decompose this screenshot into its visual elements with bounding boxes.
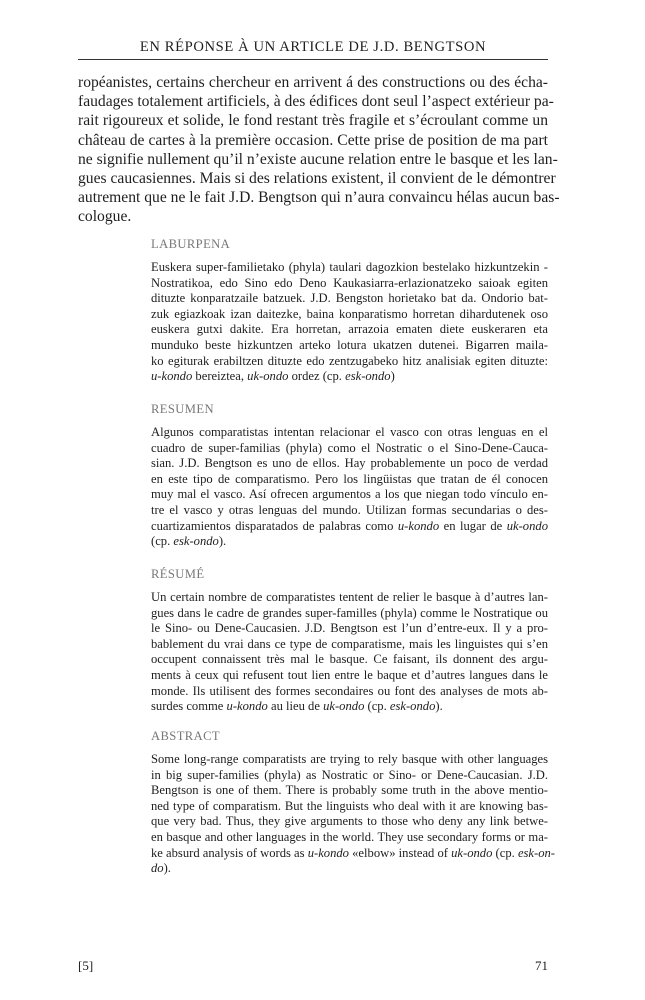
intro-line: rait rigoureux et solide, le fond restant très fragile et s’écroulant comme un [78, 112, 548, 130]
text-line: Nostratikoa, edo Sino edo Deno Kaukasiarra-erlazionatzeko saioak egiten [151, 275, 548, 290]
text-line: cuadro de super-familias (phyla) como el Nostratic o el Sino-Dene-Cauca- [151, 440, 548, 455]
section-heading: RESUMEN [151, 402, 214, 416]
text-run: ordez (cp. [288, 369, 346, 384]
section-body [151, 590, 548, 715]
intro-line: ne signifie nullement qu’il n’existe aucune relation entre le basque et les lan- [78, 150, 558, 168]
text-line [151, 534, 548, 550]
intro-paragraph [78, 73, 560, 227]
section-heading: RÉSUMÉ [151, 567, 205, 581]
text-line: ko egiturak erabiltzen dituzte edo zentzugabeko hitz analisiak egiten dituzte: [151, 353, 548, 368]
text-line: dituzte konparatzaile batzuek. J.D. Bengston horietako bat da. Ondorio bat- [151, 291, 548, 306]
text-line: le Sino- ou Dene-Caucasien. J.D. Bengtson est l’un d’entre-eux. Il y a pro- [151, 621, 548, 636]
text-line: ments à ceux qui refusent tout lien entre le baque et d’autres langues dans le [151, 667, 548, 682]
text-run: «elbow» instead of [348, 845, 452, 860]
text-run: en lugar de [439, 518, 507, 533]
text-line: Euskera super-familietako (phyla) taulari dagozkion bestelako hizkuntzekin - [151, 260, 548, 274]
intro-line: gues caucasiennes. Mais si des relations existent, il convient de le démontrer [78, 169, 556, 187]
section-body [151, 260, 548, 385]
text-line: que very bad. Thus, they give arguments to those who deny any link betwe- [151, 814, 548, 829]
text-run: ). [163, 861, 171, 876]
text-line: en este tipo de comparatismo. Pero los lingüistas que tratan de él conocen [151, 471, 548, 486]
text-line: ned type of comparatism. But the linguists who deal with it are knowing bas- [151, 798, 548, 813]
term: u-kondo [226, 699, 268, 714]
running-head: EN RÉPONSE À UN ARTICLE DE J.D. BENGTSON [139, 39, 487, 55]
text-line [151, 699, 548, 715]
term: esk-ondo [345, 369, 391, 384]
text-line: zuk egiazkoak izan daitezke, baina konparatismo horretan dihardutenek oso [151, 306, 548, 321]
text-run: surdes comme [151, 699, 227, 714]
text-run: ) [390, 369, 395, 384]
text-line: Bengtson is one of them. There is probably some truth in the above mentio- [151, 783, 548, 798]
text-run: ). [435, 699, 443, 714]
text-run: cuartizamientos disparatados de palabras como [151, 518, 398, 533]
term: u-kondo [151, 369, 193, 384]
text-line [151, 845, 555, 862]
text-line [151, 861, 548, 877]
text-line: munduko beste hizkuntzen arteko lotura ukatzen dutenei. Bigarren maila- [151, 337, 548, 352]
term: esk-on- [517, 845, 555, 860]
term: esk-ondo [389, 699, 436, 714]
intro-line: ropéanistes, certains chercheur en arrivent á des constructions ou des écha- [78, 74, 548, 91]
text-run: (cp. [492, 845, 518, 860]
text-line: sian. J.D. Bengtson es uno de ellos. Hay probablemente un poco de verdad [151, 456, 548, 471]
term: uk-ondo [451, 845, 493, 860]
section-body [151, 425, 548, 550]
section-heading: ABSTRACT [151, 729, 220, 743]
term: esk-ondo [173, 534, 219, 549]
text-run: ke absurd analysis of words as [151, 845, 308, 860]
text-line: monde. Ils utilisent des formes secondaires ou font des analyses de mots ab- [151, 683, 548, 698]
text-line: Un certain nombre de comparatistes tentent de relier le basque à d’autres lan- [151, 590, 548, 604]
page-number: 71 [535, 958, 548, 973]
laburpena-section [151, 236, 548, 385]
section-heading: LABURPENA [151, 237, 231, 251]
text-run: ). [218, 534, 227, 549]
resume-section [151, 566, 548, 715]
text-run: (cp. [151, 534, 174, 549]
text-line: occupent connaissent très mal le basque. Ce faisant, ils donnent des argu- [151, 652, 548, 667]
text-run: au lieu de [267, 699, 324, 714]
term: uk-ondo [247, 369, 289, 384]
header-rule [78, 59, 548, 60]
section-body [151, 752, 555, 877]
text-line: bablement du vrai dans ce type de comparatisme, mais les linguistes qui s’en [151, 636, 548, 651]
text-line [151, 519, 548, 535]
text-line: tre el vasco y otras lenguas del mundo. Utilizan formas secundarias o des- [151, 502, 548, 517]
page-marker: [5] [78, 958, 94, 973]
text-line: Some long-range comparatists are trying to rely basque with other languages [151, 752, 548, 766]
text-run: (cp. [364, 699, 390, 714]
abstract-section [151, 728, 555, 877]
term: uk-ondo [323, 699, 365, 714]
term: do [151, 861, 164, 876]
intro-line: autrement que ne le fait J.D. Bengtson qui n’aura convaincu hélas aucun bas- [78, 189, 560, 207]
text-line: muy mal el vasco. Así ofrecen argumentos a los que niegan todo vínculo en- [151, 487, 548, 502]
intro-line: château de cartes à la première occasion. Cette prise de position de ma part [78, 131, 548, 149]
text-run: bereiztea, [192, 369, 248, 384]
text-line: gues dans le cadre de grandes super-familles (phyla) comme le Nostratique ou [151, 605, 548, 620]
term: uk-ondo [506, 518, 548, 533]
text-line: euskera gutxi dakite. Era horretan, arrazoia ematen diete euskeraren eta [151, 322, 548, 337]
text-line [151, 369, 548, 385]
intro-line: faudages totalement artificiels, à des édifices dont seul l’aspect extérieur pa- [78, 93, 554, 111]
term: u-kondo [397, 518, 440, 533]
resumen-section [151, 401, 548, 550]
text-line: Algunos comparatistas intentan relacionar el vasco con otras lenguas en el [151, 425, 548, 439]
intro-line: cologue. [78, 208, 132, 226]
text-line: en basque and other languages in the world. They use secondary forms or ma- [151, 829, 548, 844]
text-line: in big super-families (phyla) as Nostratic or Sino- or Dene-Caucasian. J.D. [151, 767, 548, 782]
term: u-kondo [307, 845, 349, 860]
